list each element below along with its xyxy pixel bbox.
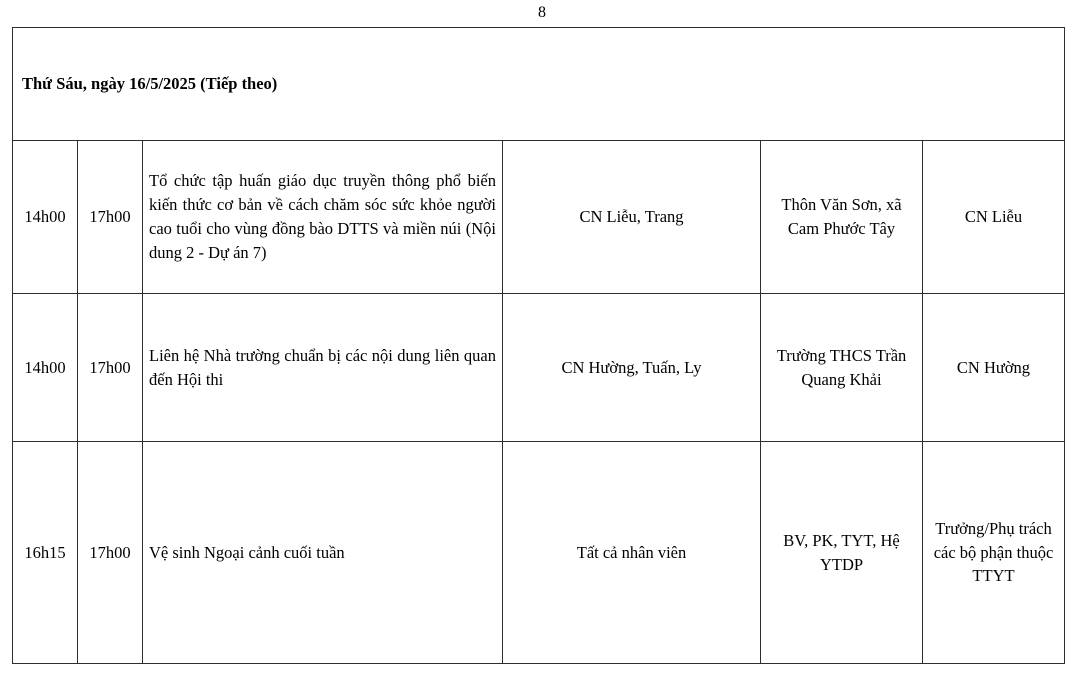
content-cell: Tổ chức tập huấn giáo dục truyền thông phổ biến kiến thức cơ bản về cách chăm sóc sức khỏe người cao tuổi cho vùng đồng bào DTTS và miền núi (Nội dung 2 - Dự án 7) — [143, 141, 503, 294]
participants-cell: CN Hường, Tuấn, Ly — [503, 294, 761, 442]
responsible-cell: CN Liễu — [923, 141, 1065, 294]
section-header: Thứ Sáu, ngày 16/5/2025 (Tiếp theo) — [13, 28, 1065, 141]
page-number: 8 — [538, 4, 546, 21]
participants-cell: Tất cả nhân viên — [503, 442, 761, 664]
table-row — [13, 141, 1065, 294]
end-time-cell: 17h00 — [78, 141, 143, 294]
start-time-cell: 14h00 — [13, 141, 78, 294]
table-row — [13, 294, 1065, 442]
end-time-cell: 17h00 — [78, 294, 143, 442]
location-cell: BV, PK, TYT, Hệ YTDP — [761, 442, 923, 664]
participants-cell: CN Liễu, Trang — [503, 141, 761, 294]
location-cell: Trường THCS Trần Quang Khải — [761, 294, 923, 442]
schedule-table — [12, 27, 1065, 664]
end-time-cell: 17h00 — [78, 442, 143, 664]
content-cell: Vệ sinh Ngoại cảnh cuối tuần — [143, 442, 503, 664]
start-time-cell: 14h00 — [13, 294, 78, 442]
responsible-cell: Trưởng/Phụ trách các bộ phận thuộc TTYT — [923, 442, 1065, 664]
location-cell: Thôn Văn Sơn, xã Cam Phước Tây — [761, 141, 923, 294]
table-row — [13, 442, 1065, 664]
responsible-cell: CN Hường — [923, 294, 1065, 442]
content-cell: Liên hệ Nhà trường chuẩn bị các nội dung liên quan đến Hội thi — [143, 294, 503, 442]
section-header-row — [13, 28, 1065, 141]
start-time-cell: 16h15 — [13, 442, 78, 664]
